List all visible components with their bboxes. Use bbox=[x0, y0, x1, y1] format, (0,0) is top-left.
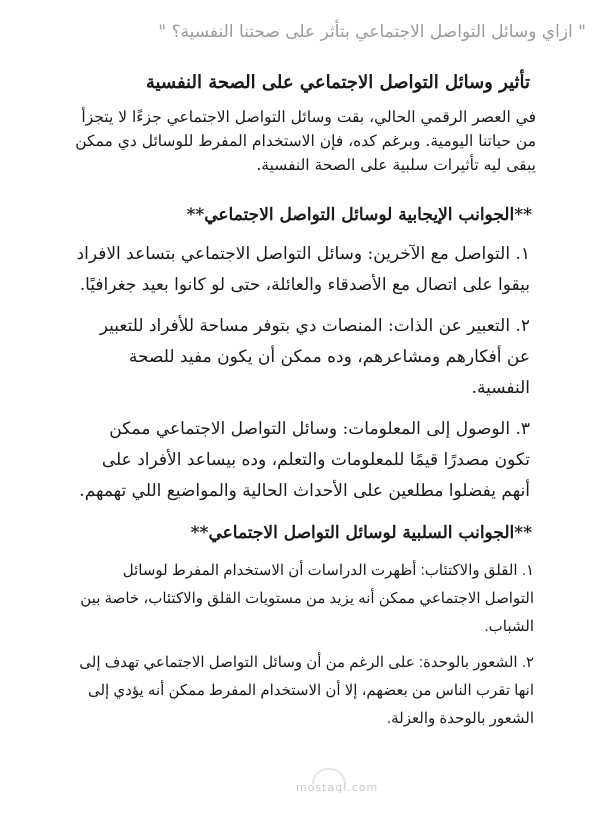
positive-item: ١. التواصل مع الآخرين: وسائل التواصل الاجتماعي بتساعد الافراد بيقوا على اتصال مع الأصدقاء والعائلة، حتى لو كانوا بعيد جغرافيًا. bbox=[76, 244, 530, 295]
negative-aspects-heading: **الجوانب السلبية لوسائل التواصل الاجتماعي** bbox=[190, 523, 532, 543]
negative-item: ١. القلق والاكتئاب: أظهرت الدراسات أن الاستخدام المفرط لوسائل التواصل الاجتماعي ممكن أنه يزيد من مستويات القلق والاكتئاب، خاصة بين الشباب. bbox=[80, 562, 534, 635]
positive-aspects-heading: **الجوانب الإيجابية لوسائل التواصل الاجتماعي** bbox=[186, 205, 532, 225]
negative-item: ٢. الشعور بالوحدة: على الرغم من أن وسائل التواصل الاجتماعي تهدف إلى انها تقرب الناس من بعضهم، إلا أن الاستخدام المفرط ممكن أنه يؤدي إلى الشعور بالوحدة والعزلة. bbox=[79, 654, 534, 727]
positive-item: ٢. التعبير عن الذات: المنصات دي بتوفر مساحة للأفراد للتعبير عن أفكارهم ومشاعرهم، وده ممكن أن يكون مفيد للصحة النفسية. bbox=[99, 316, 530, 398]
positive-item: ٣. الوصول إلى المعلومات: وسائل التواصل الاجتماعي ممكن تكون مصدرًا قيمًا للمعلومات والتعلم، وده بيساعد الأفراد على أنهم يفضلوا مطلعين على الأحداث الحالية والمواضيع اللي تهمهم. bbox=[79, 419, 530, 501]
intro-paragraph: في العصر الرقمي الحالي، بقت وسائل التواصل الاجتماعي جزءًا لا يتجزأ من حياتنا اليومية. وبرغم كده، فإن الاستخدام المفرط للوسائل دي ممكن يبقى ليه تأثيرات سلبية على الصحة النفسية. bbox=[75, 108, 536, 174]
watermark: mostaql.com bbox=[296, 781, 379, 794]
quote-title: " ازاي وسائل التواصل الاجتماعي بتأثر على صحتنا النفسية؟ " bbox=[158, 22, 586, 42]
main-heading: تأثير وسائل التواصل الاجتماعي على الصحة النفسية bbox=[145, 72, 530, 93]
